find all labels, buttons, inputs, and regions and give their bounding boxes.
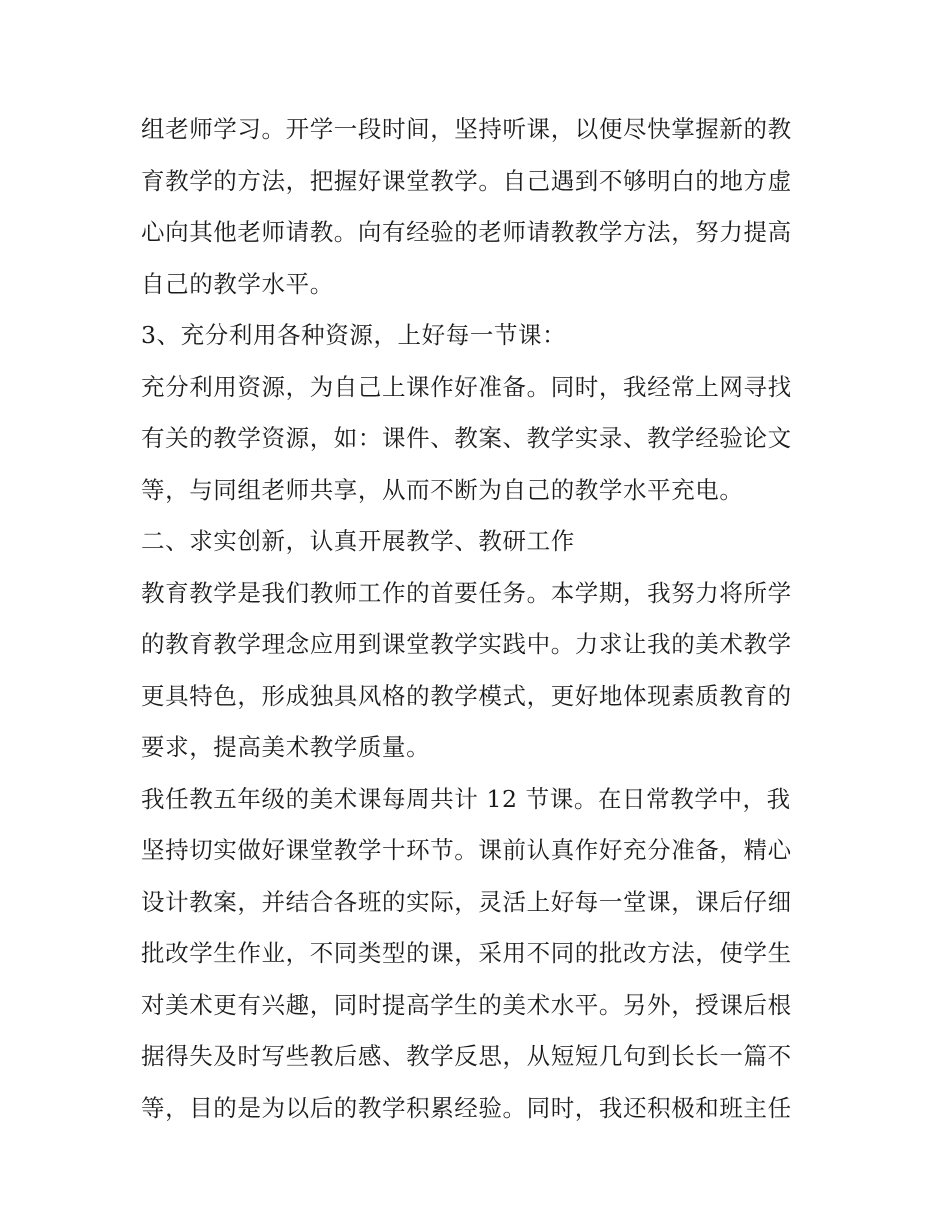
text-line: 组老师学习。开学一段时间，坚持听课，以便尽快掌握新的教 [141, 115, 792, 143]
text-line: 我任教五年级的美术课每周共计 12 节课。在日常教学中，我 [141, 784, 791, 813]
text-line: 等，与同组老师共享，从而不断为自己的教学水平充电。 [141, 475, 744, 504]
text-line: 心向其他老师请教。向有经验的老师请教教学方法，努力提高 [141, 218, 792, 246]
text-line: 等，目的是为以后的教学积累经验。同时，我还积极和班主任 [141, 1093, 792, 1122]
text-line: 教育教学是我们教师工作的首要任务。本学期，我努力将所学 [141, 578, 792, 607]
section-heading-3: 3、充分利用各种资源，上好每一节课： [141, 321, 567, 349]
text-line: 据得失及时写些教后感、教学反思，从短短几句到长长一篇不 [141, 1042, 792, 1070]
text-line: 更具特色，形成独具风格的教学模式，更好地体现素质教育的 [141, 681, 792, 710]
text-line: 自己的教学水平。 [141, 269, 334, 298]
text-line: 育教学的方法，把握好课堂教学。自己遇到不够明白的地方虚 [141, 166, 792, 195]
text-line: 充分利用资源，为自己上课作好准备。同时，我经常上网寻找 [141, 372, 792, 401]
document-body [141, 104, 821, 1134]
text-line: 对美术更有兴趣，同时提高学生的美术水平。另外，授课后根 [141, 990, 792, 1019]
text-line: 有关的教学资源，如：课件、教案、教学实录、教学经验论文 [141, 424, 792, 452]
text-line: 要求，提高美术教学质量。 [141, 733, 431, 761]
section-heading-2: 二、求实创新，认真开展教学、教研工作 [141, 527, 575, 555]
text-line: 设计教案，并结合各班的实际，灵活上好每一堂课，课后仔细 [141, 887, 792, 916]
text-line: 坚持切实做好课堂教学十环节。课前认真作好充分准备，精心 [141, 836, 792, 864]
text-line: 的教育教学理念应用到课堂教学实践中。力求让我的美术教学 [141, 630, 792, 658]
text-line: 批改学生作业，不同类型的课，采用不同的批改方法，使学生 [141, 939, 792, 967]
